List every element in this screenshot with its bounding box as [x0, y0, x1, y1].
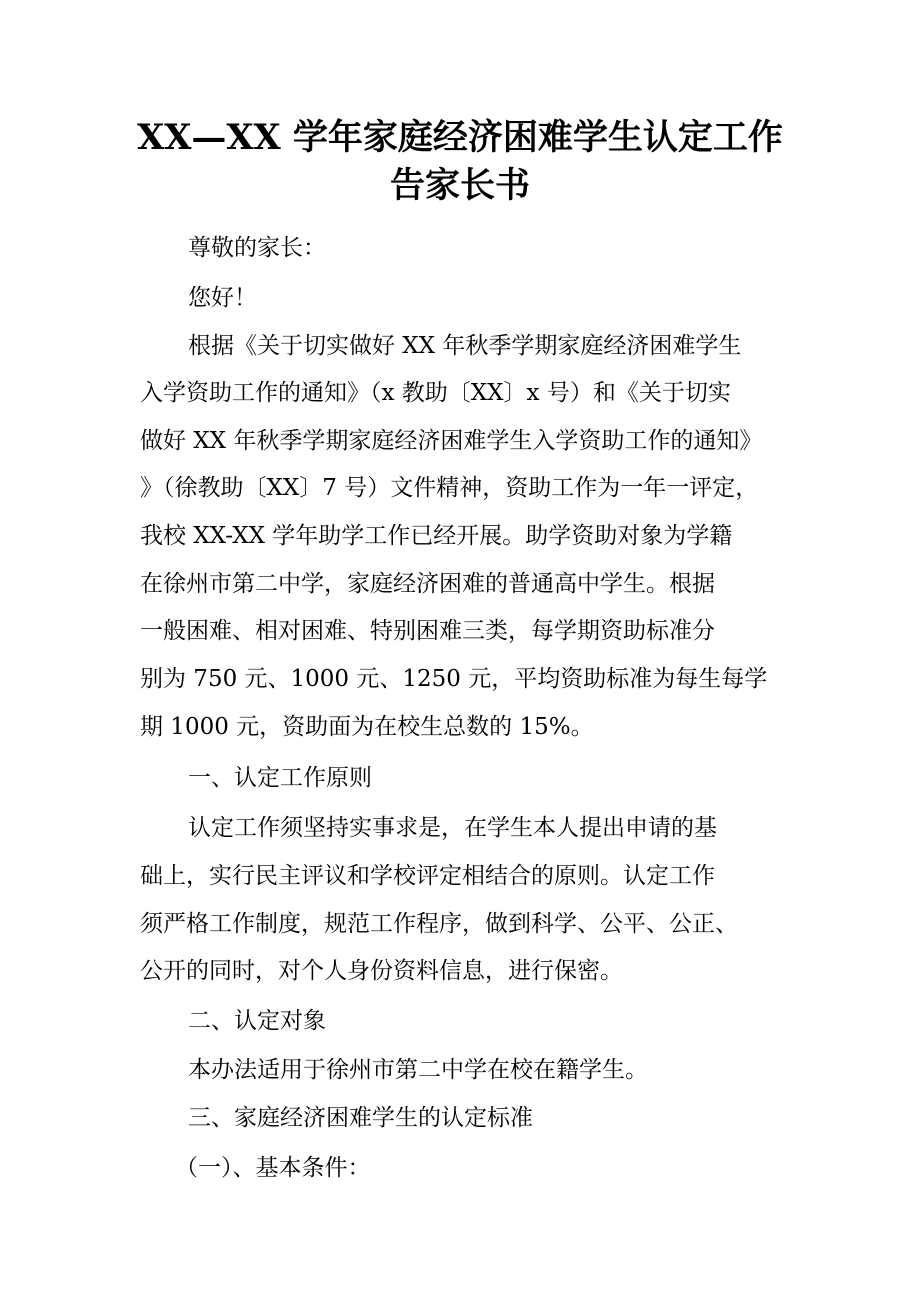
intro-line: 期 1000 元，资助面为在校生总数的 15%。: [140, 714, 594, 740]
document-title-line-1: XX—XX 学年家庭经济困难学生认定工作: [137, 117, 783, 158]
section-1-line: 公开的同时，对个人身份资料信息，进行保密。: [140, 958, 623, 984]
section-1-line: 认定工作须坚持实事求是，在学生本人提出申请的基: [188, 815, 717, 841]
intro-line: 在徐州市第二中学，家庭经济困难的普通高中学生。根据: [140, 571, 715, 597]
intro-line: 别为 750 元、1000 元、1250 元，平均资助标准为每生每学: [140, 666, 768, 692]
section-3-heading: 三、家庭经济困难学生的认定标准: [188, 1105, 533, 1131]
salutation: 尊敬的家长：: [188, 235, 326, 261]
intro-line: 》（徐教助〔XX〕7 号）文件精神，资助工作为一年一评定，: [140, 475, 759, 501]
section-2-text: 本办法适用于徐州市第二中学在校在籍学生。: [188, 1057, 648, 1083]
intro-line: 我校 XX-XX 学年助学工作已经开展。助学资助对象为学籍: [140, 523, 733, 549]
subsection-1-heading: （一）、基本条件：: [175, 1155, 371, 1181]
section-2-heading: 二、认定对象: [188, 1008, 326, 1034]
section-1-heading: 一、认定工作原则: [188, 765, 372, 791]
document-title-line-2: 告家长书: [389, 165, 530, 206]
intro-line: 入学资助工作的通知》（x 教助〔XX〕x 号）和《关于切实: [140, 380, 731, 406]
greeting: 您好！: [188, 285, 257, 311]
intro-line: 一般困难、相对困难、特别困难三类，每学期资助标准分: [140, 618, 715, 644]
section-1-line: 础上，实行民主评议和学校评定相结合的原则。认定工作: [140, 863, 715, 889]
intro-line: 根据《关于切实做好 XX 年秋季学期家庭经济困难学生: [188, 333, 742, 359]
section-1-line: 须严格工作制度，规范工作程序，做到科学、公平、公正、: [140, 911, 738, 937]
intro-line: 做好 XX 年秋季学期家庭经济困难学生入学资助工作的通知》: [140, 428, 763, 454]
